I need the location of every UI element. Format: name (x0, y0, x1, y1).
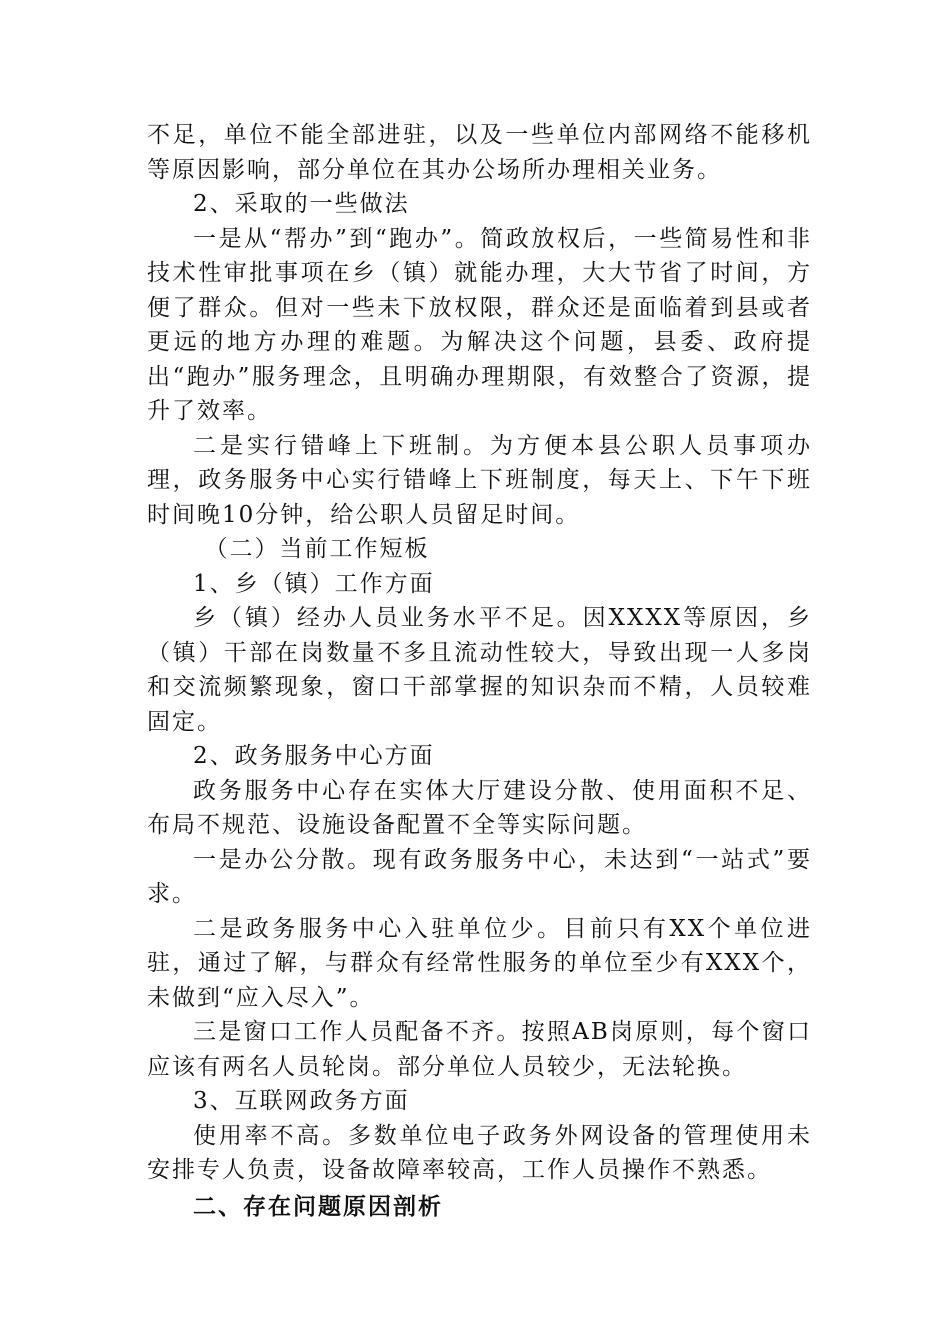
paragraph-running-errands: 一是从“帮办”到“跑办”。简政放权后，一些简易性和非技术性审批事项在乡（镇）就能办理，大大节省了时间，方便了群众。但对一些未下放权限，群众还是面临着到县或者更远的地方办理的难题。为解决这个问题，县委、政府提出“跑办”服务理念，且明确办理期限，有效整合了资源，提升了效率。 (147, 225, 812, 424)
paragraph-window-staff: 三是窗口工作人员配备不齐。按照AB岗原则，每个窗口应该有两名人员轮岗。部分单位人员较少，无法轮换。 (147, 1019, 812, 1080)
paragraph-service-center-issues: 政务服务中心存在实体大厅建设分散、使用面积不足、布局不规范、设施设备配置不全等实际问题。 (147, 777, 812, 838)
paragraph-continuation: 不足，单位不能全部进驻，以及一些单位内部网络不能移机等原因影响，部分单位在其办公场所办理相关业务。 (147, 122, 812, 183)
paragraph-low-usage: 使用率不高。多数单位电子政务外网设备的管理使用未安排专人负责，设备故障率较高，工作人员操作不熟悉。 (147, 1122, 812, 1183)
section-heading-cause-analysis: 二、存在问题原因剖析 (193, 1192, 443, 1220)
paragraph-staggered-hours: 二是实行错峰上下班制。为方便本县公职人员事项办理，政务服务中心实行错峰上下班制度，每天上、下午下班时间晚10分钟，给公职人员留足时间。 (147, 432, 812, 528)
subheading-service-center: 2、政务服务中心方面 (193, 743, 435, 769)
subheading-measures: 2、采取的一些做法 (193, 191, 410, 217)
paragraph-township-staff: 乡（镇）经办人员业务水平不足。因XXXX等原因，乡（镇）干部在岗数量不多且流动性较大，导致出现一人多岗和交流频繁现象，窗口干部掌握的知识杂而不精，人员较难固定。 (147, 605, 812, 735)
subheading-township: 1、乡（镇）工作方面 (193, 570, 435, 597)
paragraph-few-units: 二是政务服务中心入驻单位少。目前只有XX个单位进驻，通过了解，与群众有经常性服务的单位至少有XXX个，未做到“应入尽入”。 (147, 915, 812, 1011)
subheading-internet-services: 3、互联网政务方面 (193, 1088, 410, 1114)
document-body (147, 118, 812, 1224)
paragraph-office-scattered: 一是办公分散。现有政务服务中心，未达到“一站式”要求。 (147, 846, 812, 907)
section-heading-shortcomings: （二）当前工作短板 (204, 536, 430, 562)
